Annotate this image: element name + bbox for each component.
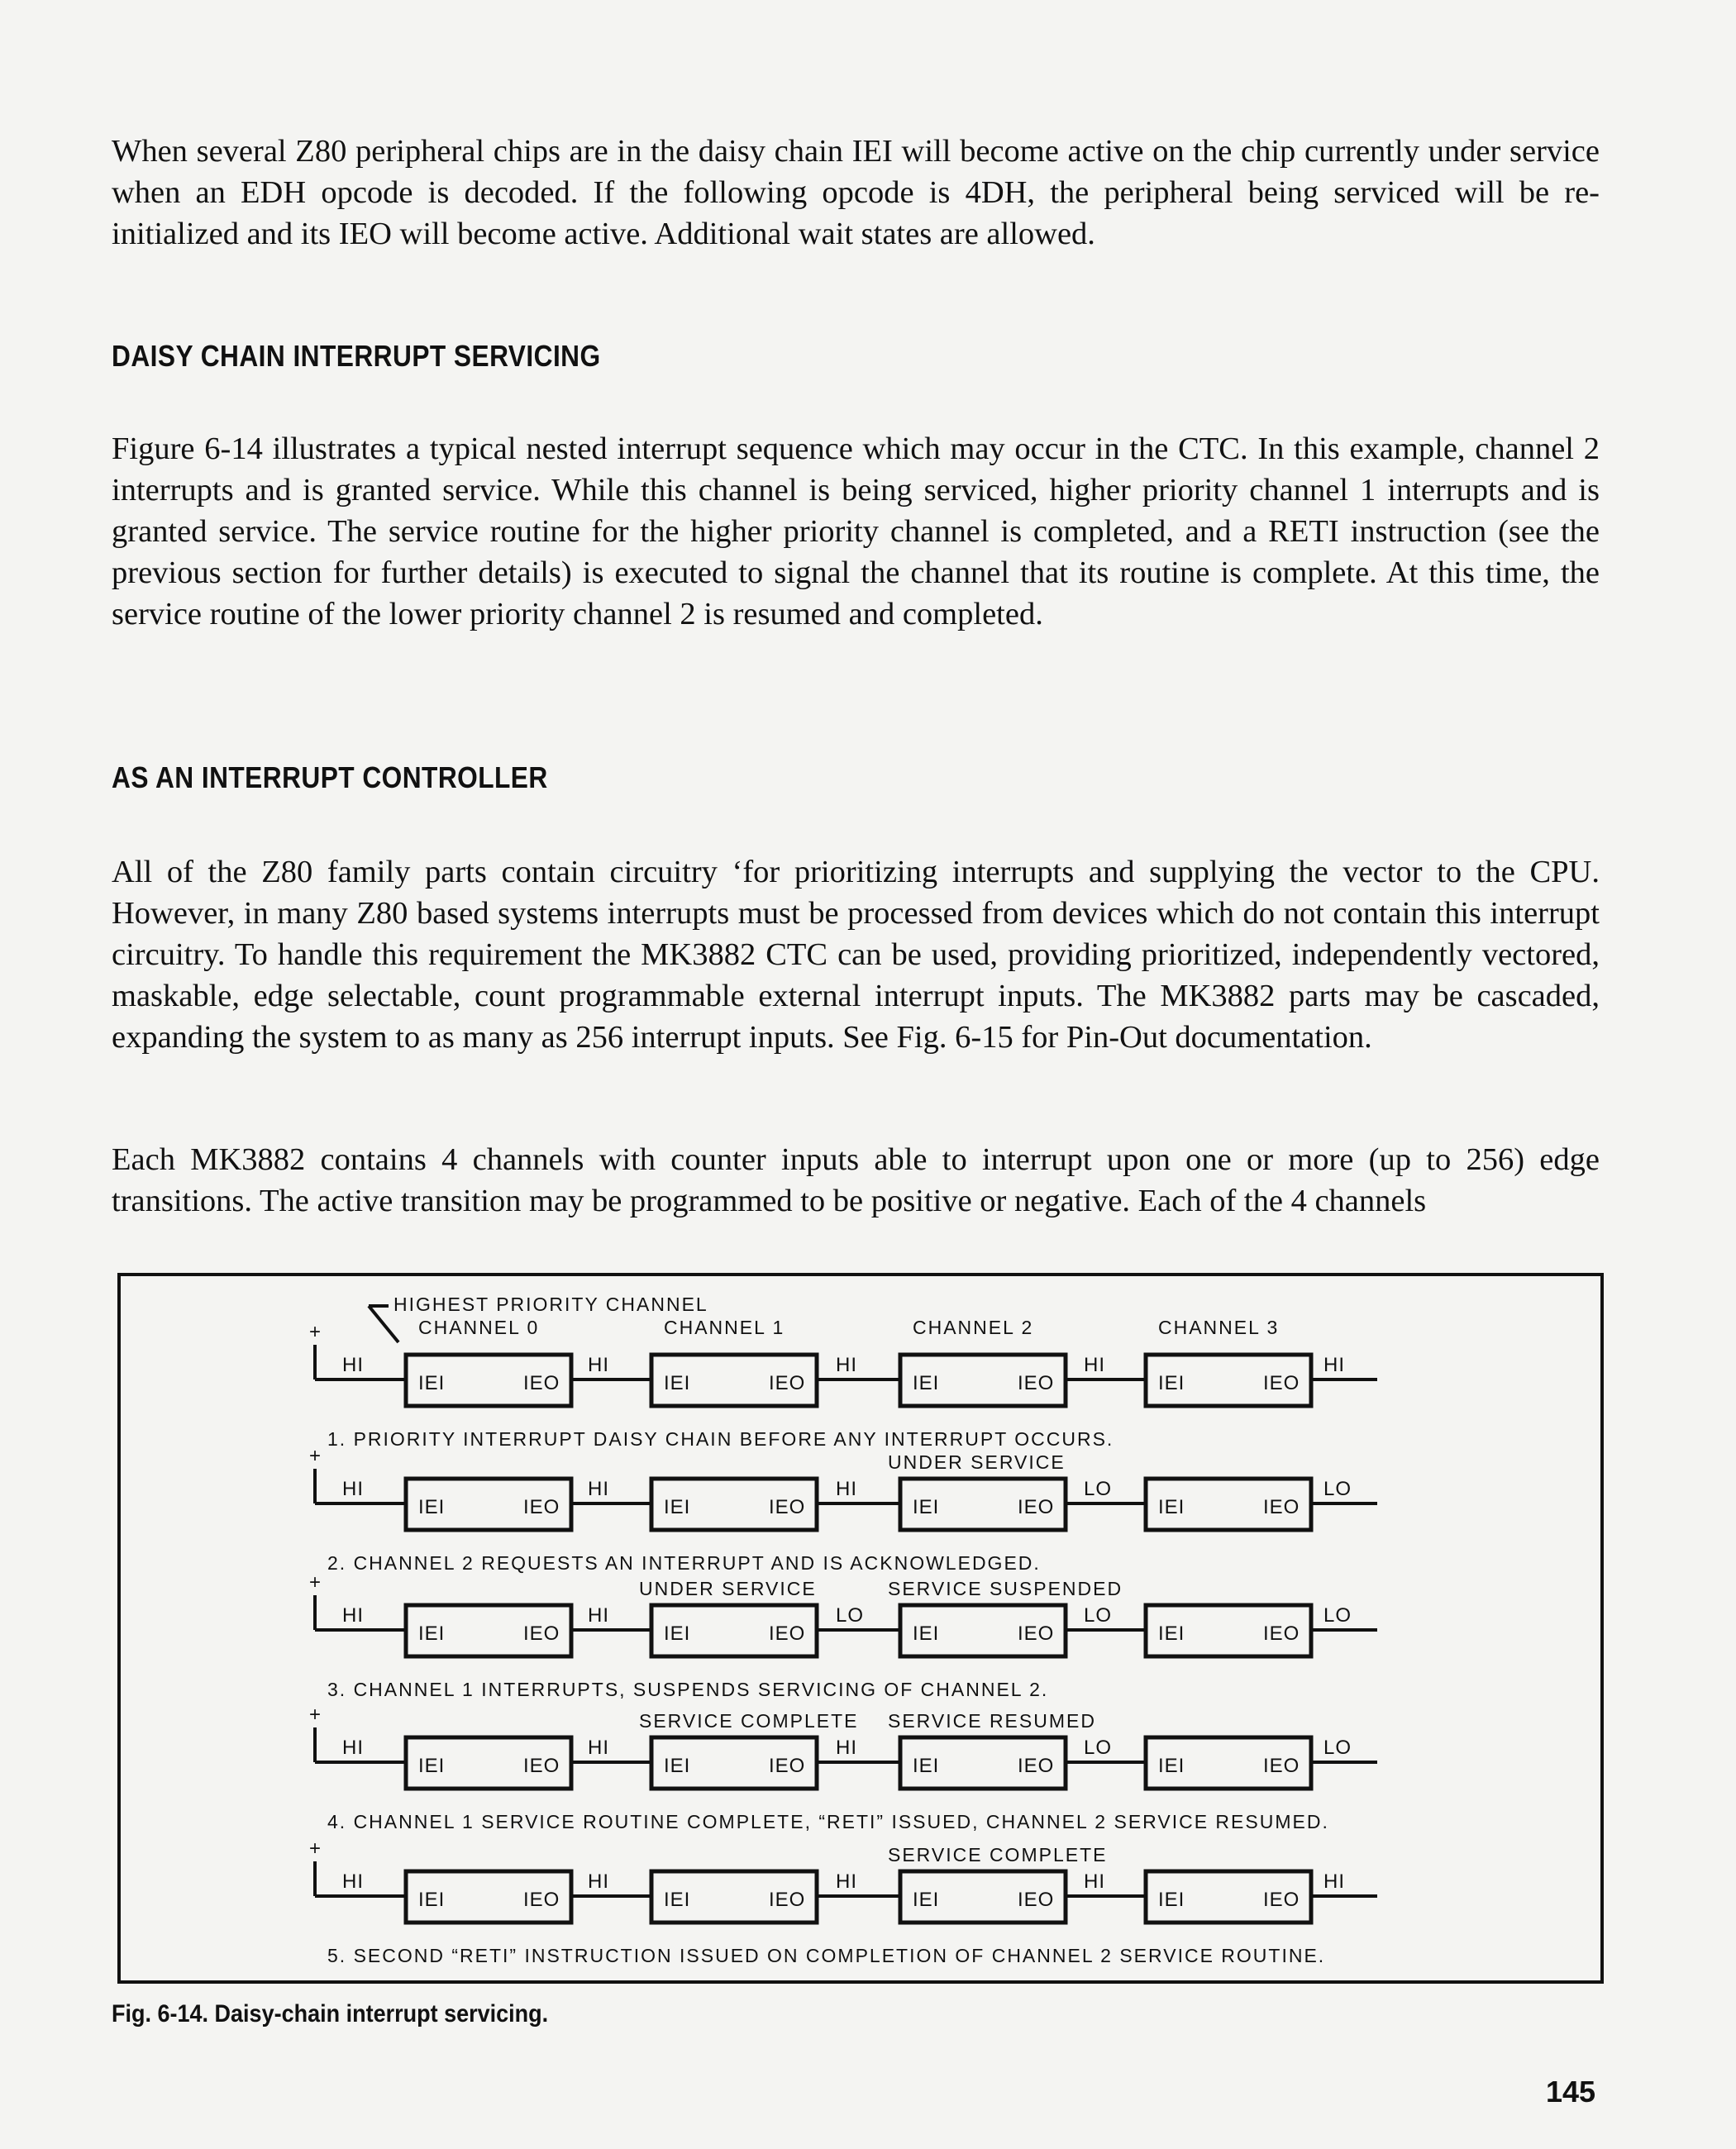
row-1-channel-2-iei: IEI bbox=[913, 1372, 940, 1394]
row-1-level-0: HI bbox=[342, 1354, 364, 1376]
row-5-level-3: HI bbox=[1084, 1870, 1105, 1893]
row-4-channel-3-ieo: IEO bbox=[1263, 1755, 1300, 1777]
row-2-channel-2-ieo: IEO bbox=[1018, 1496, 1055, 1518]
row-3-level-2: LO bbox=[836, 1604, 865, 1627]
daisy-chain-paragraph: Figure 6-14 illustrates a typical nested interrupt sequence which may occur in the CTC. In this example, channel 2 interrupts and is granted service. While this channel is being serviced, higher priority channel 1 interrupts and is granted service. The service routine for the higher priority channel is completed, and a RETI instruction (see the previous section for further details) is executed to signal the channel that its routine is complete. At this time, the service routine of the lower priority channel 2 is resumed and completed. bbox=[112, 431, 1600, 631]
row-5-channel-3-iei: IEI bbox=[1158, 1889, 1185, 1911]
figure-caption: Fig. 6-14. Daisy-chain interrupt servicing. bbox=[112, 2000, 549, 2027]
row-4-channel-0-iei: IEI bbox=[418, 1755, 446, 1777]
channel-label-0: CHANNEL 0 bbox=[418, 1317, 540, 1338]
row-1-channel-3-iei: IEI bbox=[1158, 1372, 1185, 1394]
row-3-channel-2-iei: IEI bbox=[913, 1622, 940, 1645]
daisy-chain-figure bbox=[117, 1273, 1604, 1984]
row-2-channel-0-ieo: IEO bbox=[523, 1496, 560, 1518]
channel-label-3: CHANNEL 3 bbox=[1158, 1317, 1280, 1338]
row-2-channel-3-iei: IEI bbox=[1158, 1496, 1185, 1518]
row-2-channel-2-iei: IEI bbox=[913, 1496, 940, 1518]
row-1-channel-0-ieo: IEO bbox=[523, 1372, 560, 1394]
row-5-level-1: HI bbox=[588, 1870, 609, 1893]
row-5-channel-2-iei: IEI bbox=[913, 1889, 940, 1911]
row-5-channel-3-ieo: IEO bbox=[1263, 1889, 1300, 1911]
row-3-plus: + bbox=[309, 1571, 322, 1594]
row-1-level-3: HI bbox=[1084, 1354, 1105, 1376]
row-1-level-2: HI bbox=[836, 1354, 857, 1376]
row-3-channel-1-iei: IEI bbox=[664, 1622, 691, 1645]
row-3-status-2: SERVICE SUSPENDED bbox=[888, 1578, 1123, 1599]
row-2-plus: + bbox=[309, 1445, 322, 1467]
row-3-level-1: HI bbox=[588, 1604, 609, 1627]
row-2-channel-1-ieo: IEO bbox=[769, 1496, 806, 1518]
row-2-level-1: HI bbox=[588, 1478, 609, 1500]
row-2-level-4: LO bbox=[1323, 1478, 1352, 1500]
row-2-channel-0-iei: IEI bbox=[418, 1496, 446, 1518]
row-2-channel-3-ieo: IEO bbox=[1263, 1496, 1300, 1518]
row-2-level-3: LO bbox=[1084, 1478, 1113, 1500]
row-3-channel-0-ieo: IEO bbox=[523, 1622, 560, 1645]
row-1-level-1: HI bbox=[588, 1354, 609, 1376]
row-3-level-0: HI bbox=[342, 1604, 364, 1627]
row-4-level-1: HI bbox=[588, 1737, 609, 1759]
row-5-status-2: SERVICE COMPLETE bbox=[888, 1844, 1108, 1865]
priority-label: HIGHEST PRIORITY CHANNEL bbox=[393, 1294, 708, 1315]
row-4-level-0: HI bbox=[342, 1737, 364, 1759]
row-5-plus: + bbox=[309, 1837, 322, 1860]
row-5-channel-1-ieo: IEO bbox=[769, 1889, 806, 1911]
channel-label-1: CHANNEL 1 bbox=[664, 1317, 785, 1338]
row-5-caption: 5. SECOND “RETI” INSTRUCTION ISSUED ON COMPLETION OF CHANNEL 2 SERVICE ROUTINE. bbox=[327, 1945, 1326, 1966]
row-3-caption: 3. CHANNEL 1 INTERRUPTS, SUSPENDS SERVICING OF CHANNEL 2. bbox=[327, 1679, 1049, 1700]
row-5-level-4: HI bbox=[1323, 1870, 1345, 1893]
row-1-channel-1-ieo: IEO bbox=[769, 1372, 806, 1394]
row-4-caption: 4. CHANNEL 1 SERVICE ROUTINE COMPLETE, “RETI” ISSUED, CHANNEL 2 SERVICE RESUMED. bbox=[327, 1811, 1329, 1832]
row-4-level-3: LO bbox=[1084, 1737, 1113, 1759]
row-5-channel-1-iei: IEI bbox=[664, 1889, 691, 1911]
row-4-status-2: SERVICE RESUMED bbox=[888, 1710, 1096, 1732]
row-4-channel-1-iei: IEI bbox=[664, 1755, 691, 1777]
row-3-channel-1-ieo: IEO bbox=[769, 1622, 806, 1645]
row-5-level-2: HI bbox=[836, 1870, 857, 1893]
row-2-status-2: UNDER SERVICE bbox=[888, 1451, 1066, 1473]
row-1-channel-1-iei: IEI bbox=[664, 1372, 691, 1394]
row-1-plus: + bbox=[309, 1321, 322, 1343]
row-2-caption: 2. CHANNEL 2 REQUESTS AN INTERRUPT AND IS ACKNOWLEDGED. bbox=[327, 1552, 1041, 1574]
row-1-caption: 1. PRIORITY INTERRUPT DAISY CHAIN BEFORE ANY INTERRUPT OCCURS. bbox=[327, 1428, 1114, 1450]
row-4-level-4: LO bbox=[1323, 1737, 1352, 1759]
row-4-channel-2-ieo: IEO bbox=[1018, 1755, 1055, 1777]
row-3-channel-2-ieo: IEO bbox=[1018, 1622, 1055, 1645]
page-number: 145 bbox=[1546, 2075, 1596, 2108]
row-3-status-1: UNDER SERVICE bbox=[639, 1578, 817, 1599]
heading-interrupt-controller: AS AN INTERRUPT CONTROLLER bbox=[112, 760, 548, 794]
row-4-channel-0-ieo: IEO bbox=[523, 1755, 560, 1777]
row-2-level-2: HI bbox=[836, 1478, 857, 1500]
heading-daisy-chain: DAISY CHAIN INTERRUPT SERVICING bbox=[112, 339, 601, 373]
intro-paragraph: When several Z80 peripheral chips are in the daisy chain IEI will become active on the chip currently under service when an EDH opcode is decoded. If the following opcode is 4DH, the peripheral being serviced will be re-initialized and its IEO will become active. Additional wait states are allowed. bbox=[112, 134, 1600, 251]
row-3-level-4: LO bbox=[1323, 1604, 1352, 1627]
row-4-channel-3-iei: IEI bbox=[1158, 1755, 1185, 1777]
row-3-level-3: LO bbox=[1084, 1604, 1113, 1627]
daisy-chain-diagram bbox=[121, 1276, 1600, 1980]
row-4-level-2: HI bbox=[836, 1737, 857, 1759]
row-5-channel-0-ieo: IEO bbox=[523, 1889, 560, 1911]
controller-paragraph-2: Each MK3882 contains 4 channels with counter inputs able to interrupt upon one or more (up to 256) edge transitions. The active transition may be programmed to be positive or negative. Each of the 4 channels bbox=[112, 1142, 1600, 1218]
row-3-channel-3-iei: IEI bbox=[1158, 1622, 1185, 1645]
row-3-channel-3-ieo: IEO bbox=[1263, 1622, 1300, 1645]
row-1-channel-0-iei: IEI bbox=[418, 1372, 446, 1394]
row-4-plus: + bbox=[309, 1703, 322, 1726]
channel-label-2: CHANNEL 2 bbox=[913, 1317, 1034, 1338]
row-4-channel-1-ieo: IEO bbox=[769, 1755, 806, 1777]
row-5-channel-0-iei: IEI bbox=[418, 1889, 446, 1911]
row-4-channel-2-iei: IEI bbox=[913, 1755, 940, 1777]
row-3-channel-0-iei: IEI bbox=[418, 1622, 446, 1645]
row-5-channel-2-ieo: IEO bbox=[1018, 1889, 1055, 1911]
row-4-status-1: SERVICE COMPLETE bbox=[639, 1710, 859, 1732]
row-1-level-4: HI bbox=[1323, 1354, 1345, 1376]
row-1-channel-3-ieo: IEO bbox=[1263, 1372, 1300, 1394]
row-1-channel-2-ieo: IEO bbox=[1018, 1372, 1055, 1394]
row-2-level-0: HI bbox=[342, 1478, 364, 1500]
controller-paragraph-1: All of the Z80 family parts contain circuitry ‘for prioritizing interrupts and supplying the vector to the CPU. However, in many Z80 based systems interrupts must be processed from devices which do not contain this interrupt circuitry. To handle this requirement the MK3882 CTC can be used, providing prioritized, independently vectored, maskable, edge selectable, count programmable external interrupt inputs. The MK3882 parts may be cascaded, expanding the system to as many as 256 interrupt inputs. See Fig. 6-15 for Pin-Out documentation. bbox=[112, 855, 1600, 1055]
row-2-channel-1-iei: IEI bbox=[664, 1496, 691, 1518]
row-5-level-0: HI bbox=[342, 1870, 364, 1893]
